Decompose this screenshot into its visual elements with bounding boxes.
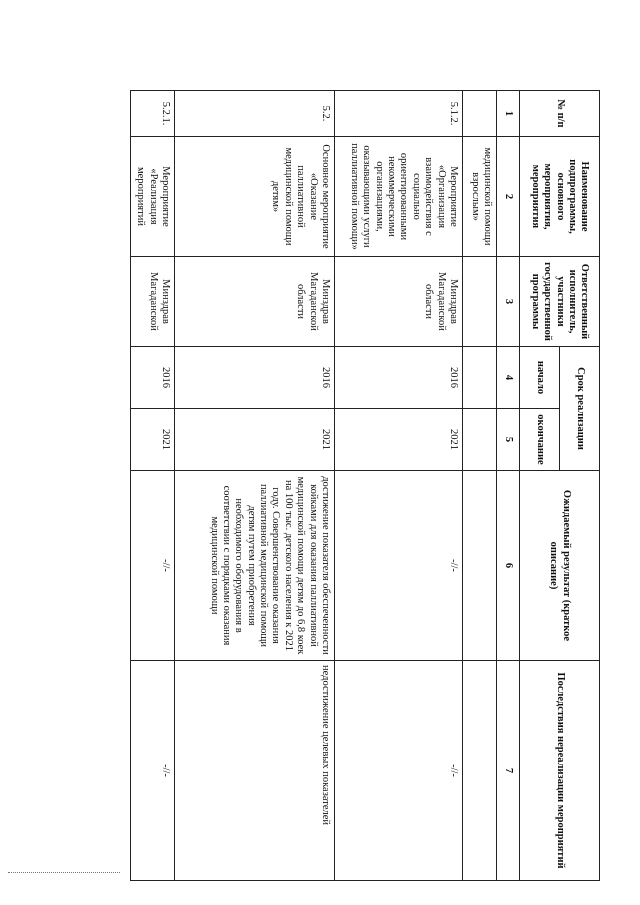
cell-consequences — [463, 661, 497, 881]
header-start: начало — [520, 347, 560, 409]
column-number: 1 — [497, 91, 520, 137]
cell-result: -//- — [130, 471, 174, 661]
cell-num: 5.2.1. — [130, 91, 174, 137]
cell-name: медицинской помощи взрослым» — [463, 137, 497, 257]
cell-num: 5.2. — [175, 91, 335, 137]
rotated-table-container — [135, 90, 600, 880]
table-row — [175, 91, 335, 881]
page-bottom-divider — [8, 872, 120, 873]
cell-executor — [463, 257, 497, 347]
cell-num: 5.1.2. — [335, 91, 463, 137]
cell-name: Мероприятие «Организация взаимодействия с социально ориентированными некоммерческими организациями, оказывающими услуги паллиативной помощи» — [335, 137, 463, 257]
cell-start: 2016 — [130, 347, 174, 409]
table-row — [463, 91, 497, 881]
cell-end: 2021 — [335, 409, 463, 471]
column-number: 6 — [497, 471, 520, 661]
column-numbers-row — [497, 91, 520, 881]
column-number: 2 — [497, 137, 520, 257]
cell-executor: Минздрав Магаданской — [130, 257, 174, 347]
cell-num — [463, 91, 497, 137]
cell-end — [463, 409, 497, 471]
cell-consequences: -//- — [130, 661, 174, 881]
column-number: 5 — [497, 409, 520, 471]
cell-result: -//- — [335, 471, 463, 661]
cell-start: 2016 — [175, 347, 335, 409]
cell-start — [463, 347, 497, 409]
cell-result — [463, 471, 497, 661]
cell-start: 2016 — [335, 347, 463, 409]
cell-consequences: -//- — [335, 661, 463, 881]
column-number: 4 — [497, 347, 520, 409]
header-executor: Ответственный исполнитель, участники государственной программы — [520, 257, 600, 347]
cell-name: Мероприятие «Реализация мероприятий — [130, 137, 174, 257]
column-number: 7 — [497, 661, 520, 881]
column-number: 3 — [497, 257, 520, 347]
program-measures-table — [130, 90, 600, 881]
header-result: Ожидаемый результат (краткое описание) — [520, 471, 600, 661]
cell-result: достижение показателя обеспеченности койками для оказания паллиативной медицинской помощи детям до 6,8 коек на 100 тыс. детского населения к 2021 году. Совершенствование оказания паллиативной медицинской помощи детям путем приобретения необходимого оборудования в соответствии с порядками оказания медицинской помощи — [175, 471, 335, 661]
header-row — [560, 91, 600, 881]
table-row — [130, 91, 174, 881]
header-end: окончание — [520, 409, 560, 471]
header-num: № п/п — [520, 91, 600, 137]
header-consequences: Последствия нереализации мероприятий — [520, 661, 600, 881]
table-row — [335, 91, 463, 881]
cell-executor: Минздрав Магаданской области — [335, 257, 463, 347]
cell-end: 2021 — [175, 409, 335, 471]
header-name: Наименование подпрограммы, основного мероприятия, мероприятия — [520, 137, 600, 257]
header-period: Срок реализации — [560, 347, 600, 471]
cell-consequences: недостижение целевых показателей — [175, 661, 335, 881]
cell-end: 2021 — [130, 409, 174, 471]
cell-name: Основное мероприятие «Оказание паллиативной медицинской помощи детям» — [175, 137, 335, 257]
cell-executor: Минздрав Магаданской области — [175, 257, 335, 347]
